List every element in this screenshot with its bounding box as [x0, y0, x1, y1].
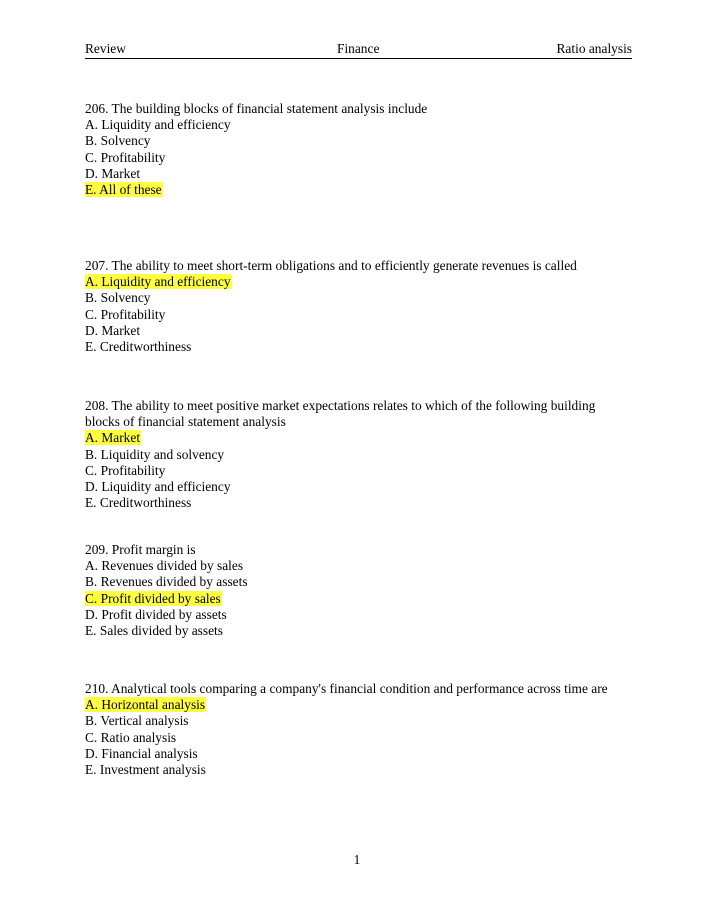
answer-option: E. Investment analysis: [85, 762, 206, 778]
question-206: [85, 101, 630, 198]
page-number: 1: [353, 852, 361, 867]
question-210: [85, 681, 630, 778]
question-stem: 209. Profit margin is: [85, 542, 196, 557]
answer-option: C. Ratio analysis: [85, 729, 177, 745]
page-header: [85, 40, 632, 59]
question-stem: 210. Analytical tools comparing a company's financial condition and performance across time are: [85, 681, 608, 696]
answer-option: D. Market: [85, 165, 141, 181]
question-208: [85, 398, 630, 511]
header-right-text: Ratio analysis: [556, 41, 632, 56]
question-207: [85, 258, 630, 355]
answer-option: D. Financial analysis: [85, 745, 198, 761]
answer-option: A. Revenues divided by sales: [85, 558, 244, 574]
answer-option: C. Profitability: [85, 306, 166, 322]
answer-option: B. Liquidity and solvency: [85, 446, 225, 462]
answer-option: B. Vertical analysis: [85, 713, 189, 729]
answer-option-highlighted: A. Market: [85, 430, 141, 446]
answer-option-highlighted: C. Profit divided by sales: [85, 590, 221, 606]
answer-option: E. Creditworthiness: [85, 339, 192, 355]
answer-option: C. Profitability: [85, 462, 166, 478]
answer-option: D. Profit divided by assets: [85, 606, 227, 622]
question-stem: 206. The building blocks of financial statement analysis include: [85, 101, 428, 116]
question-stem: 207. The ability to meet short-term obligations and to efficiently generate revenues is called: [85, 258, 577, 273]
answer-option: A. Liquidity and efficiency: [85, 117, 231, 133]
question-209: [85, 542, 630, 639]
answer-option: D. Liquidity and efficiency: [85, 479, 231, 495]
header-left-text: Review: [85, 41, 126, 56]
answer-option: B. Solvency: [85, 133, 151, 149]
answer-option: D. Market: [85, 322, 141, 338]
answer-option: B. Revenues divided by assets: [85, 574, 248, 590]
answer-option: E. Sales divided by assets: [85, 623, 223, 639]
header-center-text: Finance: [337, 41, 380, 56]
answer-option: B. Solvency: [85, 290, 151, 306]
answer-option-highlighted: A. Horizontal analysis: [85, 697, 206, 713]
answer-option: C. Profitability: [85, 149, 166, 165]
answer-option: E. Creditworthiness: [85, 495, 192, 511]
answer-option-highlighted: A. Liquidity and efficiency: [85, 274, 231, 290]
question-stem: 208. The ability to meet positive market expectations relates to which of the following building blocks of financial statement analysis: [85, 398, 596, 430]
answer-option-highlighted: E. All of these: [85, 182, 162, 198]
